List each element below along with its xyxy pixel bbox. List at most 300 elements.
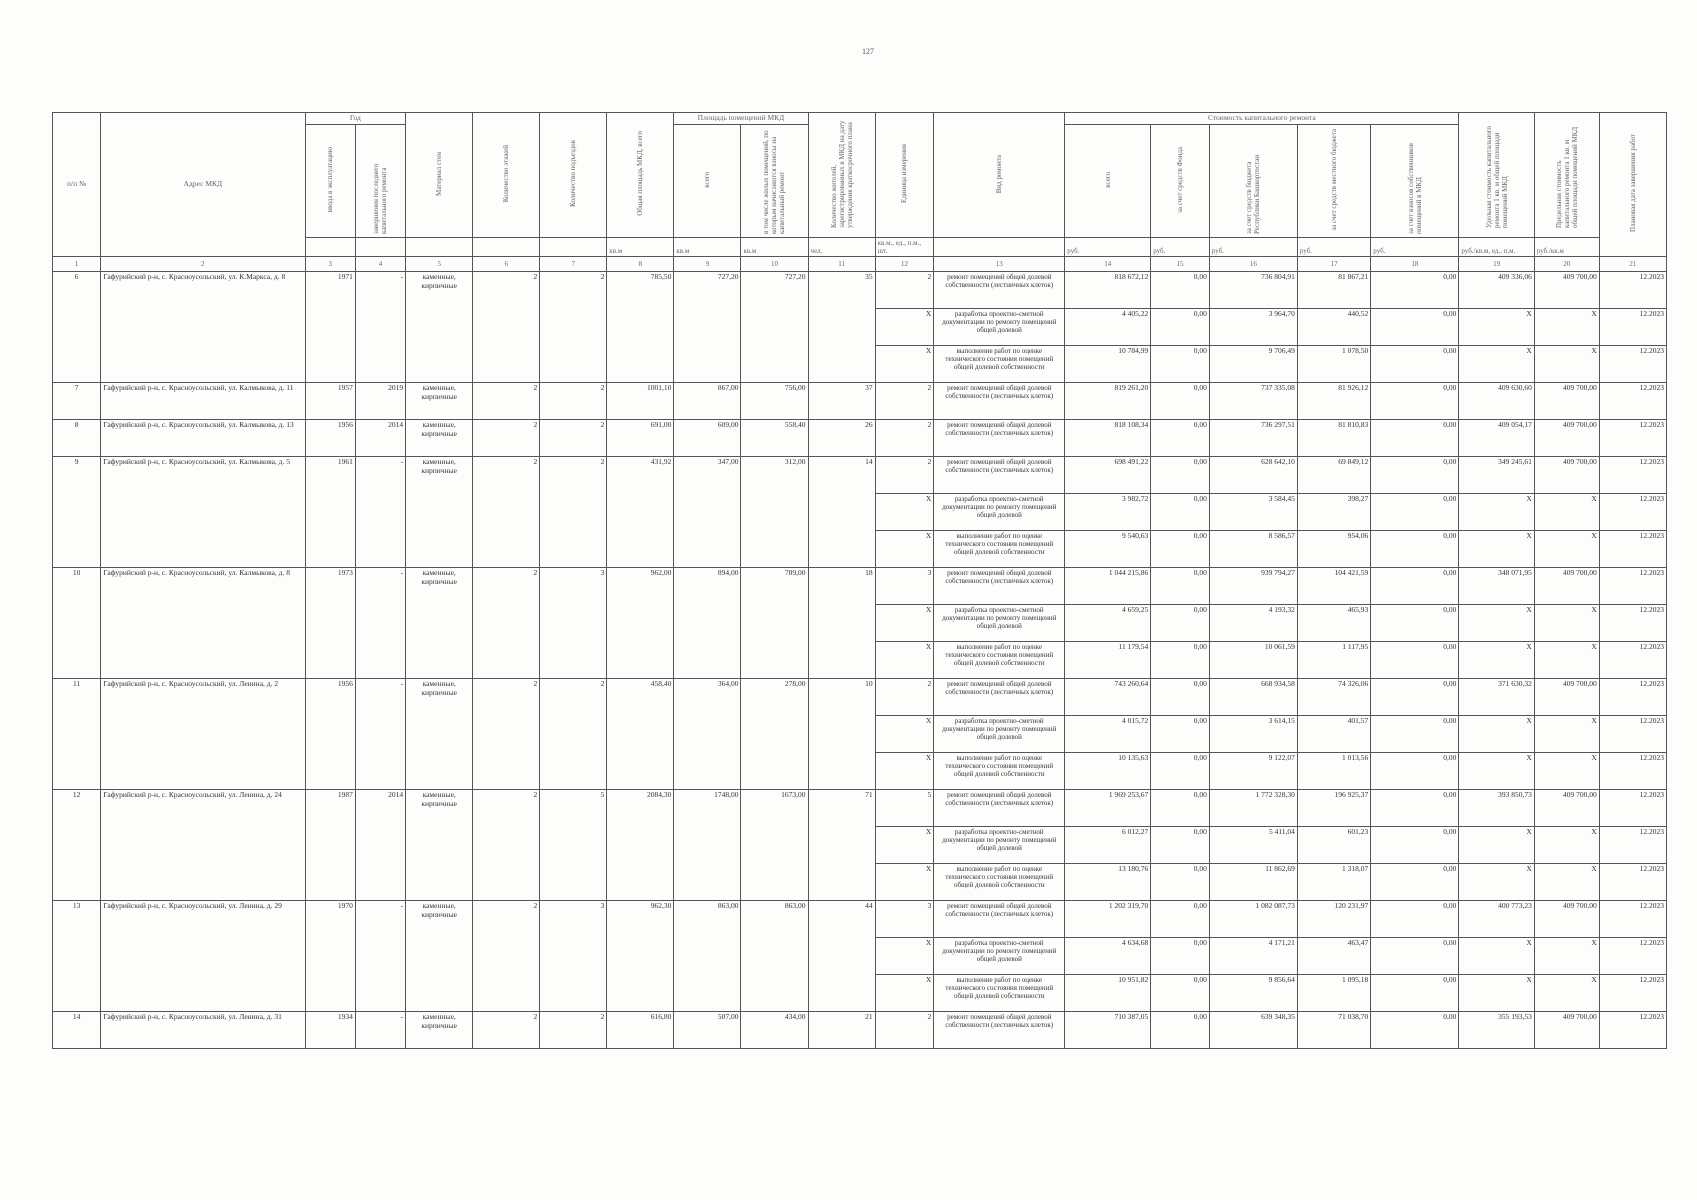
cost-fund-cell: 0,00	[1151, 679, 1210, 716]
unit-cell: X	[875, 642, 934, 679]
repair-type-cell: ремонт помещений общей долевой собственности (лестничных клеток)	[934, 568, 1065, 605]
planned-date-cell: 12.2023	[1599, 1012, 1666, 1049]
cost-republic-cell: 9 122,07	[1209, 753, 1297, 790]
column-number: 6	[473, 257, 540, 272]
unit-cost-cell: 349 245,61	[1459, 457, 1534, 494]
unit-cell: 2	[875, 272, 934, 309]
planned-date-cell: 12.2023	[1599, 679, 1666, 716]
cost-fund-cell: 0,00	[1151, 753, 1210, 790]
cost-total-cell: 818 108,34	[1065, 420, 1151, 457]
max-cost-cell: X	[1534, 605, 1599, 642]
floors-cell: 2	[473, 457, 540, 568]
cost-total-cell: 4 015,72	[1065, 716, 1151, 753]
cost-fund-cell: 0,00	[1151, 420, 1210, 457]
header-cost-total: всего	[1065, 124, 1151, 238]
max-cost-cell: X	[1534, 531, 1599, 568]
cost-local-cell: 74 326,06	[1297, 679, 1370, 716]
header-premises-total: всего	[674, 124, 741, 238]
unit-cell: X	[875, 975, 934, 1012]
column-number: 12	[875, 257, 934, 272]
address-cell: Гафурийский р-н, с. Красноусольский, ул. Ленина, д. 24	[101, 790, 305, 901]
cost-total-cell: 10 135,63	[1065, 753, 1151, 790]
premises-total-cell: 1748,00	[674, 790, 741, 901]
repair-type-cell: ремонт помещений общей долевой собственности (лестничных клеток)	[934, 420, 1065, 457]
total-area-cell: 2084,30	[607, 790, 674, 901]
planned-date-cell: 12.2023	[1599, 494, 1666, 531]
unit-cell: 2	[875, 420, 934, 457]
column-number: 21	[1599, 257, 1666, 272]
total-area-cell: 616,80	[607, 1012, 674, 1049]
unit-cost-cell: 371 630,32	[1459, 679, 1534, 716]
unit-cost-cell: 409 054,17	[1459, 420, 1534, 457]
total-area-cell: 1001,10	[607, 383, 674, 420]
address-cell: Гафурийский р-н, с. Красноусольский, ул. Калмыкова, д. 5	[101, 457, 305, 568]
repair-type-cell: разработка проектно-сметной документации по ремонту помещений общей долевой	[934, 716, 1065, 753]
premises-repair-cell: 789,00	[741, 568, 808, 679]
unit-cell: X	[875, 864, 934, 901]
header-cost-group: Стоимость капитального ремонта	[1065, 113, 1459, 125]
cost-total-cell: 6 012,27	[1065, 827, 1151, 864]
cost-republic-cell: 8 586,57	[1209, 531, 1297, 568]
planned-date-cell: 12.2023	[1599, 457, 1666, 494]
premises-total-cell: 727,20	[674, 272, 741, 383]
cost-local-cell: 601,23	[1297, 827, 1370, 864]
residents-cell: 21	[808, 1012, 875, 1049]
cost-local-cell: 71 038,70	[1297, 1012, 1370, 1049]
premises-total-cell: 507,00	[674, 1012, 741, 1049]
premises-total-cell: 894,00	[674, 568, 741, 679]
header-premises-repair: в том числе жилых помещений, по которым начисляются взносы на капитальный ремонт	[741, 124, 808, 238]
unit-cell: 2	[875, 383, 934, 420]
entrances-cell: 2	[540, 1012, 607, 1049]
premises-repair-cell: 558,40	[741, 420, 808, 457]
repair-type-cell: ремонт помещений общей долевой собственности (лестничных клеток)	[934, 272, 1065, 309]
row-number: 10	[53, 568, 101, 679]
cost-republic-cell: 939 794,27	[1209, 568, 1297, 605]
column-number: 4	[355, 257, 405, 272]
repair-type-cell: выполнение работ по оценке технического состояния помещений общей долевой собственности	[934, 642, 1065, 679]
cost-republic-cell: 3 964,70	[1209, 309, 1297, 346]
floors-cell: 2	[473, 679, 540, 790]
year-repair-cell: -	[355, 457, 405, 568]
floors-cell: 2	[473, 790, 540, 901]
cost-fund-cell: 0,00	[1151, 309, 1210, 346]
unit-label: руб./кв.м, ед., п.м.	[1459, 238, 1534, 257]
repair-type-cell: выполнение работ по оценке технического состояния помещений общей долевой собственности	[934, 346, 1065, 383]
address-cell: Гафурийский р-н, с. Красноусольский, ул. Калмыкова, д. 13	[101, 420, 305, 457]
cost-republic-cell: 1 082 087,73	[1209, 901, 1297, 938]
header-premises-group: Площадь помещений МКД	[674, 113, 808, 125]
cost-republic-cell: 736 297,51	[1209, 420, 1297, 457]
year-commissioning-cell: 1973	[305, 568, 355, 679]
cost-owners-cell: 0,00	[1371, 975, 1459, 1012]
unit-label: чел.	[808, 238, 875, 257]
floors-cell: 2	[473, 383, 540, 420]
entrances-cell: 2	[540, 679, 607, 790]
max-cost-cell: X	[1534, 864, 1599, 901]
floors-cell: 2	[473, 272, 540, 383]
floors-cell: 2	[473, 568, 540, 679]
entrances-cell: 5	[540, 790, 607, 901]
cost-republic-cell: 736 804,91	[1209, 272, 1297, 309]
header-unit-cost: Удельная стоимость капитального ремонта 1 кв. м общей площади помещений МКД	[1459, 113, 1534, 238]
wall-material-cell: каменные, кирпичные	[406, 457, 473, 568]
planned-date-cell: 12.2023	[1599, 420, 1666, 457]
cost-total-cell: 11 179,54	[1065, 642, 1151, 679]
cost-owners-cell: 0,00	[1371, 605, 1459, 642]
header-planned-date: Плановая дата завершения работ	[1599, 113, 1666, 257]
capital-repair-table	[52, 112, 1667, 1049]
row-number: 11	[53, 679, 101, 790]
cost-total-cell: 1 969 253,67	[1065, 790, 1151, 827]
floors-cell: 2	[473, 901, 540, 1012]
cost-local-cell: 398,27	[1297, 494, 1370, 531]
cost-fund-cell: 0,00	[1151, 901, 1210, 938]
cost-owners-cell: 0,00	[1371, 568, 1459, 605]
cost-fund-cell: 0,00	[1151, 531, 1210, 568]
cost-owners-cell: 0,00	[1371, 938, 1459, 975]
cost-local-cell: 954,06	[1297, 531, 1370, 568]
max-cost-cell: 409 700,00	[1534, 1012, 1599, 1049]
unit-label: руб.	[1065, 238, 1151, 257]
planned-date-cell: 12.2023	[1599, 605, 1666, 642]
cost-local-cell: 81 867,21	[1297, 272, 1370, 309]
unit-label: кв.м	[607, 238, 674, 257]
entrances-cell: 3	[540, 901, 607, 1012]
unit-cell: X	[875, 716, 934, 753]
cost-total-cell: 13 180,76	[1065, 864, 1151, 901]
address-cell: Гафурийский р-н, с. Красноусольский, ул. Ленина, д. 31	[101, 1012, 305, 1049]
repair-type-cell: ремонт помещений общей долевой собственности (лестничных клеток)	[934, 383, 1065, 420]
header-wall-material: Материал стен	[406, 113, 473, 238]
cost-fund-cell: 0,00	[1151, 457, 1210, 494]
cost-owners-cell: 0,00	[1371, 679, 1459, 716]
max-cost-cell: X	[1534, 975, 1599, 1012]
header-year-group: Год	[305, 113, 406, 125]
max-cost-cell: X	[1534, 642, 1599, 679]
year-repair-cell: -	[355, 272, 405, 383]
max-cost-cell: 409 700,00	[1534, 568, 1599, 605]
max-cost-cell: 409 700,00	[1534, 272, 1599, 309]
page-number: 127	[862, 47, 874, 56]
year-repair-cell: 2014	[355, 790, 405, 901]
entrances-cell: 2	[540, 272, 607, 383]
max-cost-cell: 409 700,00	[1534, 383, 1599, 420]
unit-cell: X	[875, 938, 934, 975]
table-row	[53, 420, 1667, 457]
residents-cell: 10	[808, 679, 875, 790]
residents-cell: 26	[808, 420, 875, 457]
unit-cost-cell: X	[1459, 531, 1534, 568]
max-cost-cell: 409 700,00	[1534, 420, 1599, 457]
max-cost-cell: 409 700,00	[1534, 901, 1599, 938]
planned-date-cell: 12.2023	[1599, 753, 1666, 790]
unit-label: руб.	[1371, 238, 1459, 257]
column-number: 20	[1534, 257, 1599, 272]
planned-date-cell: 12.2023	[1599, 790, 1666, 827]
cost-total-cell: 10 784,99	[1065, 346, 1151, 383]
planned-date-cell: 12.2023	[1599, 346, 1666, 383]
total-area-cell: 785,50	[607, 272, 674, 383]
repair-type-cell: выполнение работ по оценке технического состояния помещений общей долевой собственности	[934, 975, 1065, 1012]
planned-date-cell: 12.2023	[1599, 309, 1666, 346]
cost-local-cell: 440,52	[1297, 309, 1370, 346]
planned-date-cell: 12.2023	[1599, 716, 1666, 753]
row-number: 13	[53, 901, 101, 1012]
cost-owners-cell: 0,00	[1371, 272, 1459, 309]
unit-cost-cell: X	[1459, 975, 1534, 1012]
entrances-cell: 2	[540, 383, 607, 420]
column-number: 7	[540, 257, 607, 272]
planned-date-cell: 12.2023	[1599, 568, 1666, 605]
unit-cost-cell: X	[1459, 716, 1534, 753]
planned-date-cell: 12.2023	[1599, 383, 1666, 420]
cost-republic-cell: 639 348,35	[1209, 1012, 1297, 1049]
cost-total-cell: 819 261,20	[1065, 383, 1151, 420]
premises-total-cell: 867,00	[674, 383, 741, 420]
cost-local-cell: 1 078,50	[1297, 346, 1370, 383]
cost-local-cell: 69 849,12	[1297, 457, 1370, 494]
cost-owners-cell: 0,00	[1371, 642, 1459, 679]
header-year-last-repair: завершения последнего капитального ремонта	[355, 124, 405, 238]
total-area-cell: 431,92	[607, 457, 674, 568]
cost-owners-cell: 0,00	[1371, 346, 1459, 383]
unit-label: руб.	[1151, 238, 1210, 257]
residents-cell: 71	[808, 790, 875, 901]
cost-fund-cell: 0,00	[1151, 642, 1210, 679]
header-floors: Количество этажей	[473, 113, 540, 238]
repair-type-cell: ремонт помещений общей долевой собственности (лестничных клеток)	[934, 457, 1065, 494]
cost-owners-cell: 0,00	[1371, 790, 1459, 827]
cost-fund-cell: 0,00	[1151, 827, 1210, 864]
cost-republic-cell: 10 061,59	[1209, 642, 1297, 679]
table-row	[53, 383, 1667, 420]
repair-type-cell: разработка проектно-сметной документации по ремонту помещений общей долевой	[934, 938, 1065, 975]
cost-owners-cell: 0,00	[1371, 827, 1459, 864]
year-commissioning-cell: 1961	[305, 457, 355, 568]
cost-fund-cell: 0,00	[1151, 790, 1210, 827]
column-number: 17	[1297, 257, 1370, 272]
cost-local-cell: 104 421,59	[1297, 568, 1370, 605]
header-cost-local: за счет средств местного бюджета	[1297, 124, 1370, 238]
cost-republic-cell: 3 584,45	[1209, 494, 1297, 531]
repair-type-cell: разработка проектно-сметной документации по ремонту помещений общей долевой	[934, 494, 1065, 531]
cost-republic-cell: 628 642,10	[1209, 457, 1297, 494]
cost-total-cell: 4 659,25	[1065, 605, 1151, 642]
address-cell: Гафурийский р-н, с. Красноусольский, ул. Ленина, д. 29	[101, 901, 305, 1012]
cost-fund-cell: 0,00	[1151, 864, 1210, 901]
max-cost-cell: X	[1534, 827, 1599, 864]
column-number: 8	[607, 257, 674, 272]
unit-cell: X	[875, 309, 934, 346]
column-number: 9	[674, 257, 741, 272]
cost-fund-cell: 0,00	[1151, 1012, 1210, 1049]
premises-repair-cell: 727,20	[741, 272, 808, 383]
unit-cost-cell: 400 773,23	[1459, 901, 1534, 938]
column-number: 10	[741, 257, 808, 272]
max-cost-cell: 409 700,00	[1534, 457, 1599, 494]
wall-material-cell: каменные, кирпичные	[406, 568, 473, 679]
table-row	[53, 901, 1667, 938]
residents-cell: 37	[808, 383, 875, 420]
unit-cell: X	[875, 494, 934, 531]
cost-total-cell: 818 672,12	[1065, 272, 1151, 309]
cost-owners-cell: 0,00	[1371, 309, 1459, 346]
year-commissioning-cell: 1971	[305, 272, 355, 383]
year-repair-cell: -	[355, 901, 405, 1012]
year-commissioning-cell: 1970	[305, 901, 355, 1012]
cost-owners-cell: 0,00	[1371, 864, 1459, 901]
year-commissioning-cell: 1956	[305, 679, 355, 790]
repair-type-cell: ремонт помещений общей долевой собственности (лестничных клеток)	[934, 1012, 1065, 1049]
cost-total-cell: 4 634,68	[1065, 938, 1151, 975]
cost-total-cell: 710 387,05	[1065, 1012, 1151, 1049]
column-number: 2	[101, 257, 305, 272]
wall-material-cell: каменные, кирпичные	[406, 383, 473, 420]
column-number: 5	[406, 257, 473, 272]
unit-cell: X	[875, 827, 934, 864]
unit-cost-cell: X	[1459, 938, 1534, 975]
row-number: 9	[53, 457, 101, 568]
header-max-cost: Предельная стоимость капитального ремонта 1 кв. м общей площади помещений МКД	[1534, 113, 1599, 238]
cost-fund-cell: 0,00	[1151, 975, 1210, 1012]
cost-owners-cell: 0,00	[1371, 420, 1459, 457]
repair-type-cell: разработка проектно-сметной документации по ремонту помещений общей долевой	[934, 827, 1065, 864]
entrances-cell: 2	[540, 420, 607, 457]
cost-total-cell: 10 951,82	[1065, 975, 1151, 1012]
table-row	[53, 457, 1667, 494]
premises-repair-cell: 756,00	[741, 383, 808, 420]
year-repair-cell: 2014	[355, 420, 405, 457]
cost-republic-cell: 4 193,32	[1209, 605, 1297, 642]
header-cost-republic: за счет средств бюджета Республики Башкортостан	[1209, 124, 1297, 238]
cost-total-cell: 9 540,63	[1065, 531, 1151, 568]
row-number: 6	[53, 272, 101, 383]
wall-material-cell: каменные, кирпичные	[406, 790, 473, 901]
floors-cell: 2	[473, 420, 540, 457]
cost-local-cell: 81 810,83	[1297, 420, 1370, 457]
unit-cost-cell: X	[1459, 642, 1534, 679]
cost-local-cell: 1 013,56	[1297, 753, 1370, 790]
cost-fund-cell: 0,00	[1151, 272, 1210, 309]
premises-total-cell: 609,00	[674, 420, 741, 457]
repair-type-cell: ремонт помещений общей долевой собственности (лестничных клеток)	[934, 790, 1065, 827]
wall-material-cell: каменные, кирпичные	[406, 679, 473, 790]
premises-repair-cell: 312,00	[741, 457, 808, 568]
total-area-cell: 962,30	[607, 901, 674, 1012]
cost-fund-cell: 0,00	[1151, 716, 1210, 753]
residents-cell: 35	[808, 272, 875, 383]
cost-total-cell: 1 202 319,70	[1065, 901, 1151, 938]
year-repair-cell: -	[355, 679, 405, 790]
unit-cost-cell: X	[1459, 753, 1534, 790]
planned-date-cell: 12.2023	[1599, 642, 1666, 679]
unit-cost-cell: X	[1459, 605, 1534, 642]
planned-date-cell: 12.2023	[1599, 531, 1666, 568]
unit-cost-cell: 409 630,60	[1459, 383, 1534, 420]
cost-local-cell: 401,57	[1297, 716, 1370, 753]
unit-cell: 2	[875, 679, 934, 716]
unit-cost-cell: X	[1459, 864, 1534, 901]
header-cost-owners: за счет взносов собственников помещений в МКД	[1371, 124, 1459, 238]
table-row	[53, 568, 1667, 605]
row-number: 8	[53, 420, 101, 457]
cost-local-cell: 196 925,37	[1297, 790, 1370, 827]
cost-local-cell: 1 318,07	[1297, 864, 1370, 901]
unit-label: кв.м	[674, 238, 741, 257]
unit-cell: 2	[875, 457, 934, 494]
cost-fund-cell: 0,00	[1151, 383, 1210, 420]
header-entrances: Количество подъездов	[540, 113, 607, 238]
unit-cell: X	[875, 605, 934, 642]
unit-cell: 3	[875, 901, 934, 938]
premises-total-cell: 364,00	[674, 679, 741, 790]
row-number: 7	[53, 383, 101, 420]
year-repair-cell: 2019	[355, 383, 405, 420]
cost-fund-cell: 0,00	[1151, 938, 1210, 975]
unit-label: руб.	[1209, 238, 1297, 257]
unit-cell: X	[875, 346, 934, 383]
cost-local-cell: 465,93	[1297, 605, 1370, 642]
cost-fund-cell: 0,00	[1151, 494, 1210, 531]
cost-owners-cell: 0,00	[1371, 753, 1459, 790]
max-cost-cell: 409 700,00	[1534, 790, 1599, 827]
premises-repair-cell: 278,00	[741, 679, 808, 790]
header-cost-fund: за счет средств Фонда	[1151, 124, 1210, 238]
cost-republic-cell: 9 706,49	[1209, 346, 1297, 383]
year-repair-cell: -	[355, 568, 405, 679]
total-area-cell: 458,40	[607, 679, 674, 790]
column-number: 3	[305, 257, 355, 272]
entrances-cell: 2	[540, 457, 607, 568]
header-num: п/п №	[53, 113, 101, 257]
cost-total-cell: 3 982,72	[1065, 494, 1151, 531]
cost-fund-cell: 0,00	[1151, 346, 1210, 383]
total-area-cell: 962,00	[607, 568, 674, 679]
unit-cell: 5	[875, 790, 934, 827]
premises-repair-cell: 863,00	[741, 901, 808, 1012]
header-residents: Количество жителей, зарегистрированных в МКД на дату утверждения краткосрочного плана	[808, 113, 875, 238]
year-repair-cell: -	[355, 1012, 405, 1049]
repair-type-cell: разработка проектно-сметной документации по ремонту помещений общей долевой	[934, 309, 1065, 346]
premises-repair-cell: 434,00	[741, 1012, 808, 1049]
cost-owners-cell: 0,00	[1371, 457, 1459, 494]
repair-type-cell: выполнение работ по оценке технического состояния помещений общей долевой собственности	[934, 531, 1065, 568]
unit-cell: X	[875, 753, 934, 790]
residents-cell: 18	[808, 568, 875, 679]
column-number: 16	[1209, 257, 1297, 272]
repair-type-cell: выполнение работ по оценке технического состояния помещений общей долевой собственности	[934, 864, 1065, 901]
cost-republic-cell: 737 335,08	[1209, 383, 1297, 420]
column-number: 18	[1371, 257, 1459, 272]
address-cell: Гафурийский р-н, с. Красноусольский, ул. Ленина, д. 2	[101, 679, 305, 790]
wall-material-cell: каменные, кирпичные	[406, 420, 473, 457]
table-row	[53, 790, 1667, 827]
header-repair-type: Вид ремонта	[934, 113, 1065, 238]
unit-cost-cell: 409 336,06	[1459, 272, 1534, 309]
unit-label: руб.	[1297, 238, 1370, 257]
cost-local-cell: 1 095,18	[1297, 975, 1370, 1012]
column-number: 14	[1065, 257, 1151, 272]
unit-label: кв.м., ед., п.м., шт.	[875, 238, 934, 257]
cost-republic-cell: 5 411,04	[1209, 827, 1297, 864]
cost-owners-cell: 0,00	[1371, 494, 1459, 531]
max-cost-cell: 409 700,00	[1534, 679, 1599, 716]
column-number: 11	[808, 257, 875, 272]
planned-date-cell: 12.2023	[1599, 827, 1666, 864]
planned-date-cell: 12.2023	[1599, 864, 1666, 901]
cost-local-cell: 81 926,12	[1297, 383, 1370, 420]
